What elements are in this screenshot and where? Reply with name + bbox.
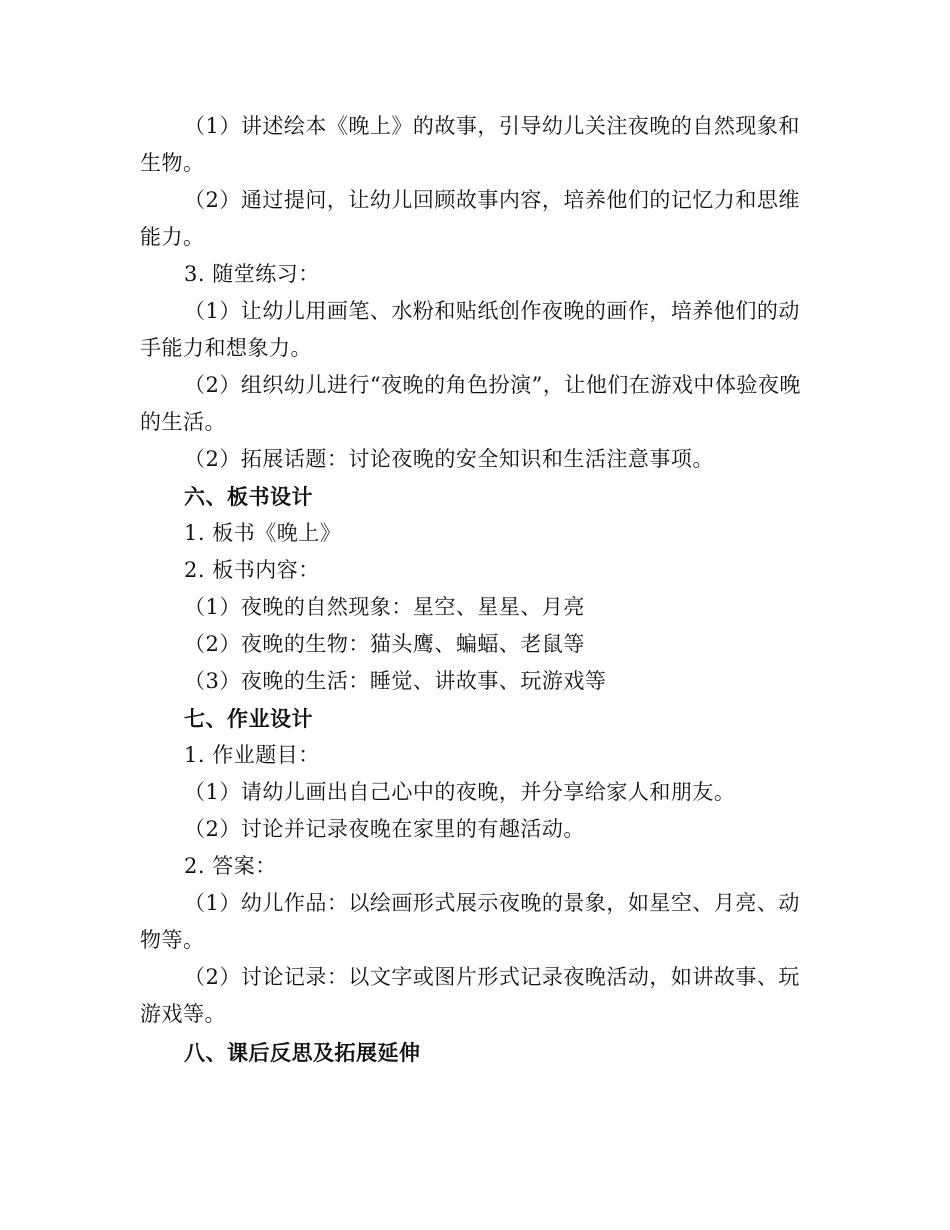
subsection-title: 2. 答案：	[184, 854, 277, 878]
subsection-title: 1. 作业题目：	[184, 743, 320, 767]
paragraph: （1）幼儿作品：以绘画形式展示夜晚的景象，如星空、月亮、动物等。	[140, 891, 800, 952]
section-heading: 七、作业设计	[184, 706, 313, 731]
list-item: （1）请幼儿画出自己心中的夜晚，并分享给家人和朋友。	[184, 780, 736, 804]
section-heading: 八、课后反思及拓展延伸	[184, 1040, 421, 1065]
paragraph: （1）讲述绘本《晚上》的故事，引导幼儿关注夜晚的自然现象和生物。	[140, 114, 800, 175]
paragraph: （1）让幼儿用画笔、水粉和贴纸创作夜晚的画作，培养他们的动手能力和想象力。	[140, 299, 800, 360]
paragraph: （2）拓展话题：讨论夜晚的安全知识和生活注意事项。	[184, 447, 714, 471]
subsection-title: 3. 随堂练习：	[184, 262, 320, 286]
section-heading: 六、板书设计	[184, 484, 313, 509]
list-item: （2）讨论并记录夜晚在家里的有趣活动。	[184, 817, 585, 841]
list-item: （3）夜晚的生活：睡觉、讲故事、玩游戏等	[184, 669, 607, 693]
subsection-title: 1. 板书《晚上》	[184, 521, 342, 545]
list-item: （2）夜晚的生物：猫头鹰、蝙蝠、老鼠等	[184, 632, 585, 656]
subsection-title: 2. 板书内容：	[184, 558, 320, 582]
paragraph: （2）讨论记录：以文字或图片形式记录夜晚活动，如讲故事、玩游戏等。	[140, 965, 800, 1026]
paragraph: （2）组织幼儿进行“夜晚的角色扮演”，让他们在游戏中体验夜晚的生活。	[140, 373, 801, 434]
list-item: （1）夜晚的自然现象：星空、星星、月亮	[184, 595, 585, 619]
paragraph: （2）通过提问，让幼儿回顾故事内容，培养他们的记忆力和思维能力。	[140, 188, 800, 249]
